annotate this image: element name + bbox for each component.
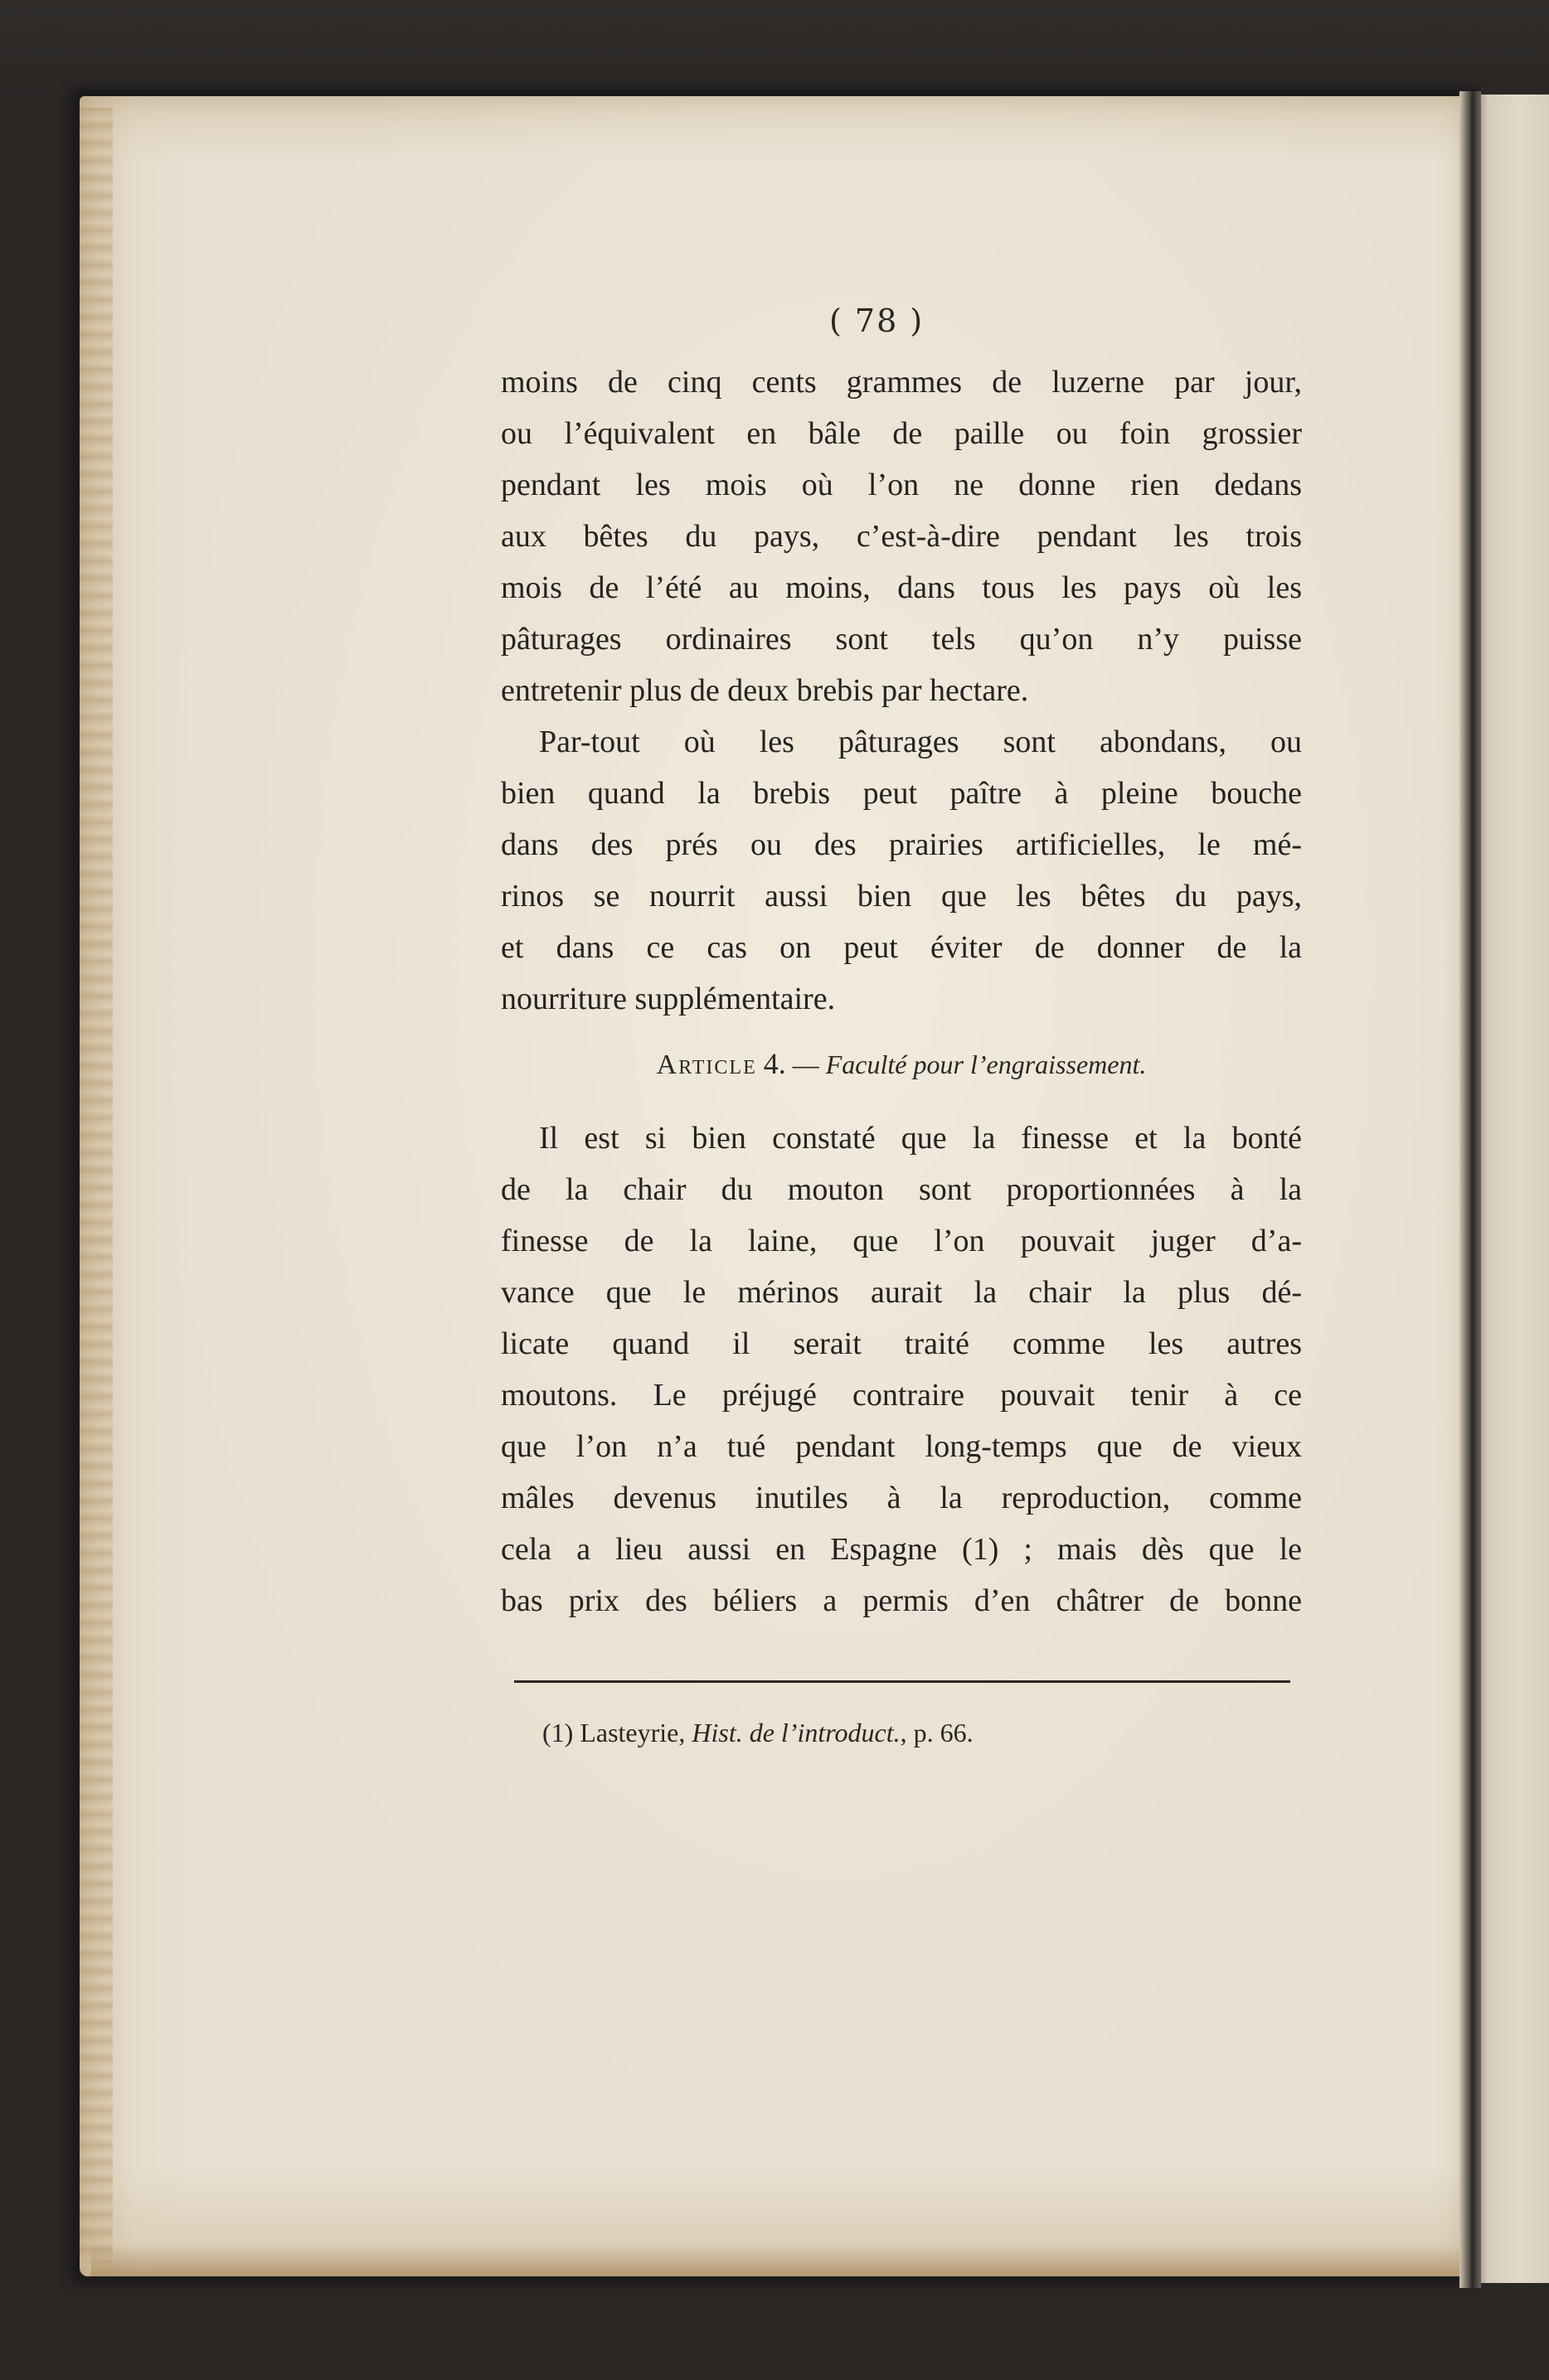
text-line: bas prix des béliers a permis d’en châtrer de bonne [501, 1583, 1302, 1618]
text-line: pendant les mois où l’on ne donne rien dedans [501, 468, 1302, 502]
footnote-work: Hist. de l’introduct. [692, 1718, 901, 1747]
text-line: Il est si bien constaté que la finesse et la bonté [539, 1121, 1302, 1156]
footnote-marker: (1) Lasteyrie, [542, 1718, 692, 1747]
text-line: moins de cinq cents grammes de luzerne par jour, [501, 365, 1302, 400]
text-line: aux bêtes du pays, c’est-à-dire pendant les trois [501, 519, 1302, 554]
heading-title: Faculté pour l’engraissement. [825, 1049, 1147, 1079]
text-line: cela a lieu aussi en Espagne (1) ; mais dès que le [501, 1532, 1302, 1567]
text-line: Par-tout où les pâturages sont abondans, ou [539, 725, 1302, 759]
page-number: ( 78 ) [829, 303, 925, 339]
footnote-rule [514, 1680, 1290, 1683]
footnote [542, 1713, 974, 1752]
text-line: et dans ce cas on peut éviter de donner de la [501, 930, 1302, 965]
text-line: bien quand la brebis peut paître à pleine bouche [501, 776, 1302, 811]
text-line: moutons. Le préjugé contraire pouvait tenir à ce [501, 1378, 1302, 1413]
text-line: finesse de la laine, que l’on pouvait juger d’a- [501, 1224, 1302, 1258]
text-line: pâturages ordinaires sont tels qu’on n’y puisse [501, 622, 1302, 657]
heading-number: 4. [763, 1047, 786, 1080]
text-line: licate quand il serait traité comme les autres [501, 1326, 1302, 1361]
text-line: de la chair du mouton sont proportionnées à la [501, 1172, 1302, 1207]
section-heading [501, 1043, 1302, 1086]
text-line: nourriture supplémentaire. [501, 982, 836, 1016]
footnote-ref: , p. 66. [900, 1718, 974, 1747]
text-line: que l’on n’a tué pendant long-temps que de vieux [501, 1429, 1302, 1464]
page-left-edge [80, 108, 113, 2263]
text-line: ou l’équivalent en bâle de paille ou foin grossier [501, 416, 1302, 451]
text-line: vance que le mérinos aurait la chair la plus dé- [501, 1275, 1302, 1310]
facing-page-edge [1474, 95, 1549, 2283]
text-line: dans des prés ou des prairies artificielles, le mé- [501, 827, 1302, 862]
text-line: entretenir plus de deux brebis par hectare. [501, 673, 1029, 708]
book-gutter [1459, 91, 1481, 2288]
heading-dash: — [785, 1049, 826, 1079]
text-line: mois de l’été au moins, dans tous les pays où les [501, 570, 1302, 605]
text-line: mâles devenus inutiles à la reproduction, comme [501, 1481, 1302, 1515]
text-line: rinos se nourrit aussi bien que les bêtes du pays, [501, 879, 1302, 914]
page-bottom-edge [91, 2243, 1459, 2276]
heading-label: Article [656, 1049, 757, 1080]
backdrop [0, 0, 1549, 99]
